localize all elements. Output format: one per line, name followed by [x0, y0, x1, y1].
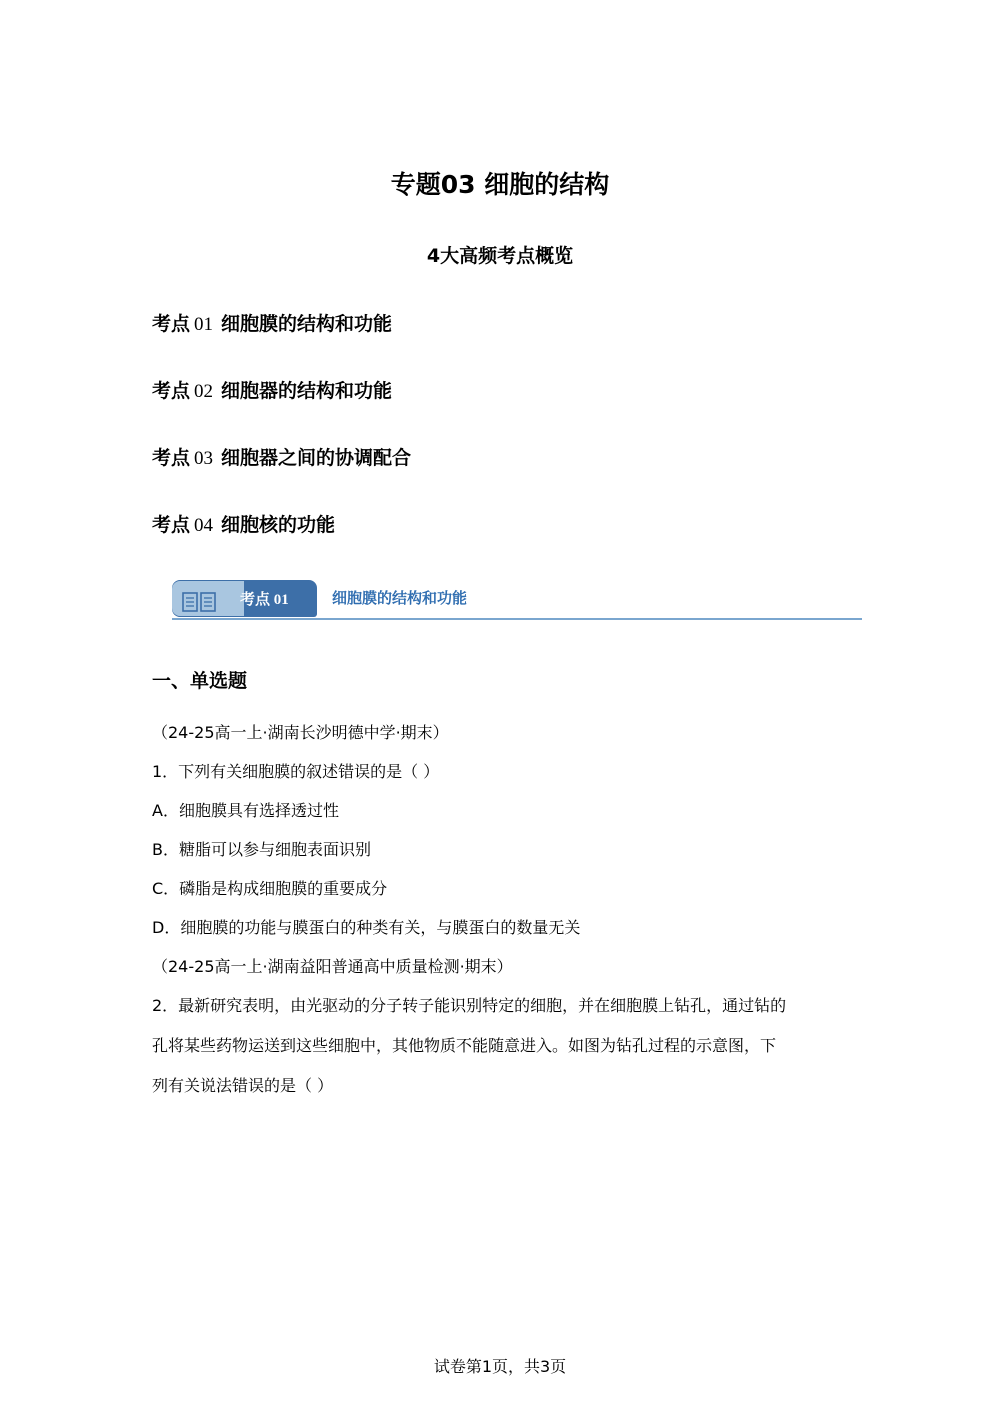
overview-subtitle: 4大高频考点概览: [426, 245, 574, 267]
overview-item-prefix: 考点: [152, 380, 191, 402]
banner-underline: [172, 618, 862, 620]
overview-item-number: 03: [194, 448, 214, 469]
book-icon: [182, 592, 216, 612]
overview-item-number: 04: [194, 515, 214, 536]
question-1-option-c: C．磷脂是构成细胞膜的重要成分: [152, 879, 388, 898]
question-1-source: （24-25高一上·湖南长沙明德中学·期末）: [152, 723, 449, 742]
question-1-option-a: A．细胞膜具有选择透过性: [152, 801, 339, 820]
overview-item-prefix: 考点: [152, 514, 191, 536]
banner-icon-box: [172, 581, 244, 616]
overview-item-2: [152, 378, 392, 405]
overview-item-label: 细胞器之间的协调配合: [221, 447, 412, 469]
overview-item-number: 02: [194, 381, 214, 402]
question-1-stem: 1．下列有关细胞膜的叙述错误的是（ ）: [152, 762, 440, 781]
overview-item-3: [152, 445, 411, 472]
topic-banner: [172, 580, 862, 624]
page-footer: 试卷第1页，共3页: [433, 1357, 567, 1376]
question-2-source: （24-25高一上·湖南益阳普通高中质量检测·期末）: [152, 957, 513, 976]
overview-item-label: 细胞膜的结构和功能: [221, 313, 393, 335]
overview-item-label: 细胞器的结构和功能: [221, 380, 393, 402]
question-2-stem-line-2: 孔将某些药物运送到这些细胞中，其他物质不能随意进入。如图为钻孔过程的示意图，下: [152, 1036, 777, 1055]
banner-tab-label: 考点 01: [240, 592, 289, 608]
overview-item-4: [152, 512, 335, 539]
overview-item-label: 细胞核的功能: [221, 514, 336, 536]
question-1-option-d: D．细胞膜的功能与膜蛋白的种类有关，与膜蛋白的数量无关: [152, 918, 581, 937]
question-2-stem-line-3: 列有关说法错误的是（ ）: [152, 1076, 334, 1095]
banner-topic-title: 细胞膜的结构和功能: [332, 589, 468, 607]
question-1-option-b: B．糖脂可以参与细胞表面识别: [152, 840, 371, 859]
overview-item-prefix: 考点: [152, 313, 191, 335]
page-title: 专题03 细胞的结构: [390, 170, 610, 199]
section-heading: 一、单选题: [152, 670, 248, 692]
overview-item-prefix: 考点: [152, 447, 191, 469]
overview-item-1: [152, 311, 392, 338]
overview-item-number: 01: [194, 314, 214, 335]
question-2-stem-line-1: 2．最新研究表明，由光驱动的分子转子能识别特定的细胞，并在细胞膜上钻孔，通过钻的: [152, 996, 787, 1015]
